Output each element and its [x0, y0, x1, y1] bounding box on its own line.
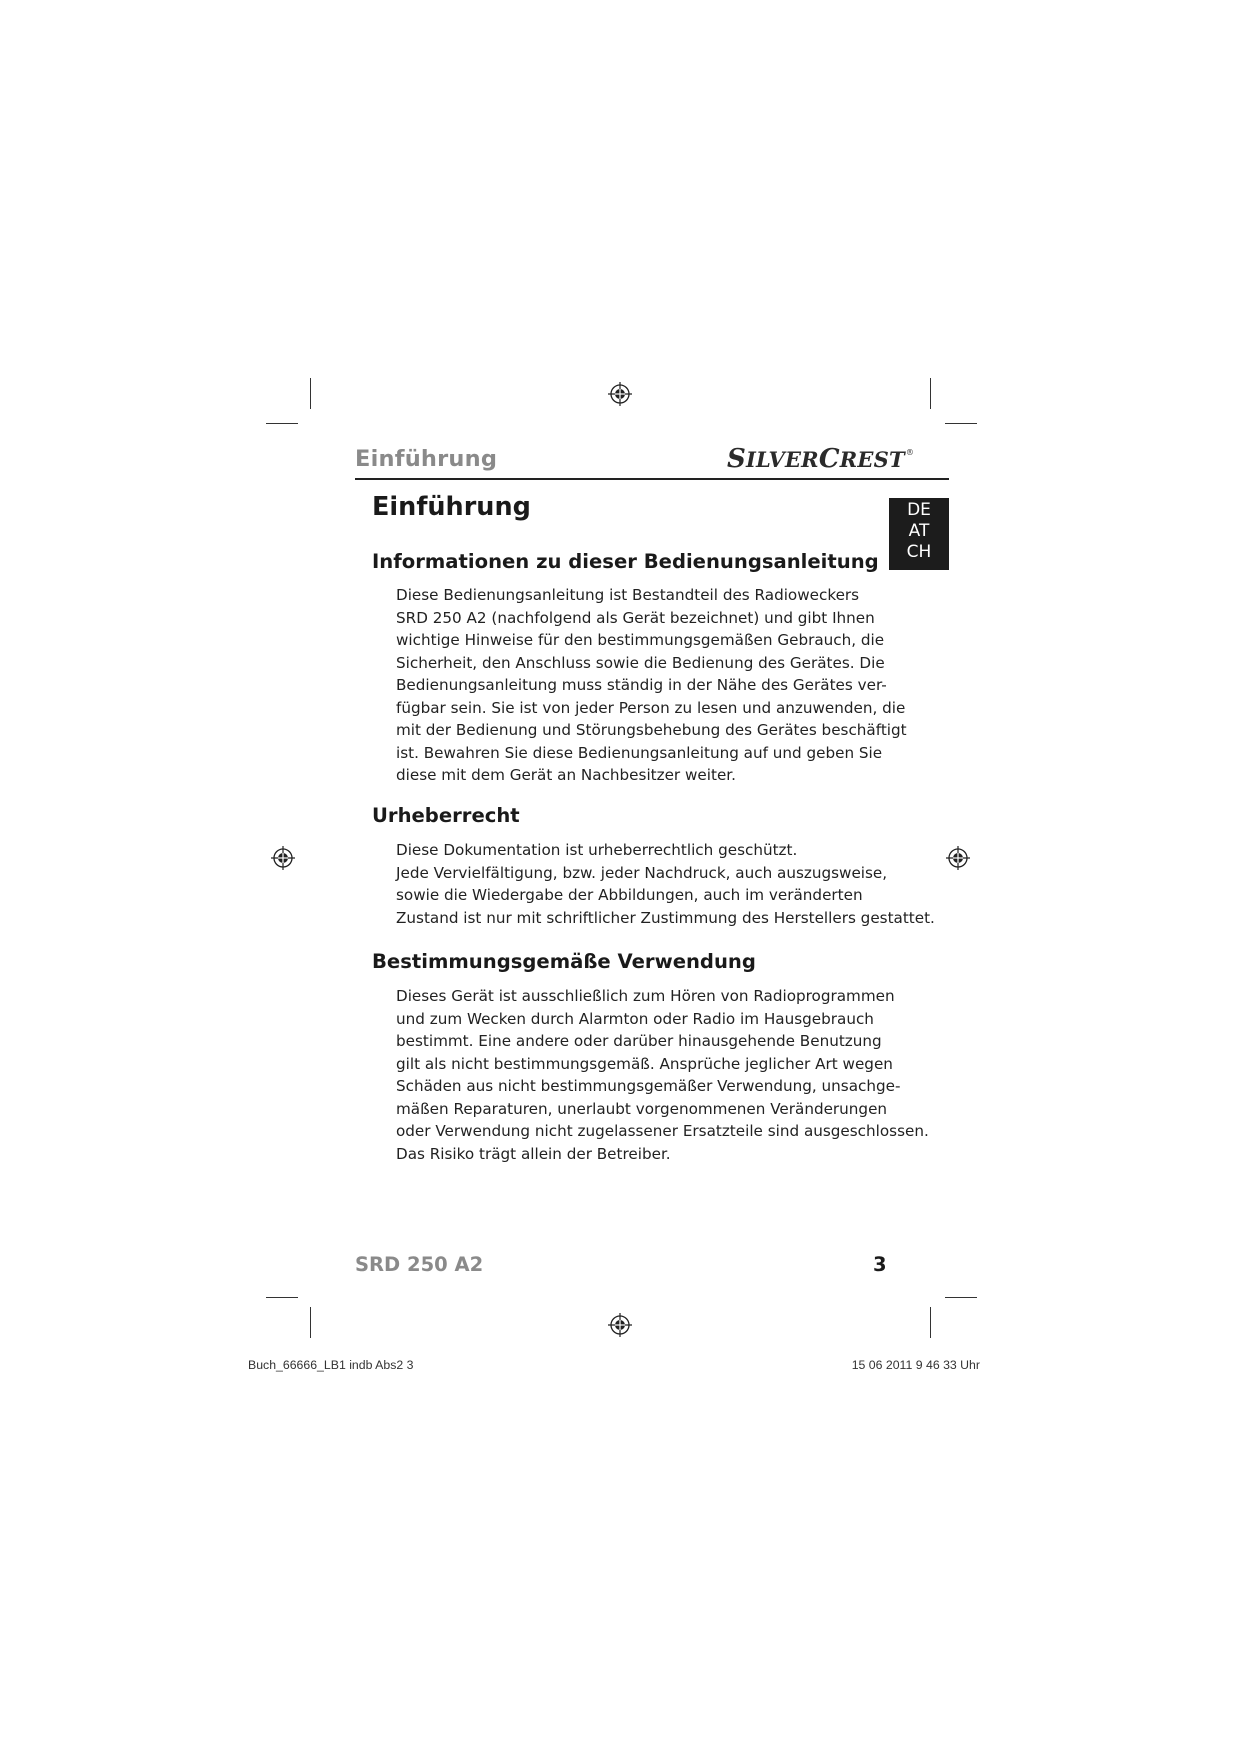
section-paragraph	[396, 839, 935, 929]
crop-mark	[945, 1297, 977, 1298]
crop-mark	[930, 378, 931, 409]
text-line: ist. Bewahren Sie diese Bedienungsanleitung auf und geben Sie	[396, 743, 883, 762]
registration-mark-icon	[270, 845, 296, 871]
brand-logo: SILVERCREST®	[727, 444, 915, 474]
crop-mark	[945, 423, 977, 424]
text-line: sowie die Wiedergabe der Abbildungen, auch im veränderten	[396, 886, 863, 904]
text-line: gilt als nicht bestimmungsgemäß. Ansprüche jeglicher Art wegen	[396, 1054, 893, 1073]
crop-mark	[310, 1307, 311, 1338]
crop-mark	[266, 423, 298, 424]
running-header-title: Einführung	[355, 446, 498, 472]
footer-model: SRD 250 A2	[355, 1253, 484, 1276]
text-line: SRD 250 A2 (nachfolgend als Gerät bezeichnet) und gibt Ihnen	[396, 608, 875, 627]
text-line: Zustand ist nur mit schriftlicher Zustimmung des Herstellers gestattet.	[396, 908, 935, 927]
header-rule	[355, 478, 949, 480]
crop-mark	[266, 1297, 298, 1298]
section-paragraph	[396, 584, 907, 787]
print-slug-file: Buch_66666_LB1 indb Abs2 3	[248, 1358, 414, 1372]
text-line: mit der Bedienung und Störungsbehebung des Gerätes beschäftigt	[396, 721, 907, 739]
text-line: Das Risiko trägt allein der Betreiber.	[396, 1144, 671, 1163]
text-line: Jede Vervielfältigung, bzw. jeder Nachdruck, auch auszugsweise,	[396, 863, 888, 882]
section-heading: Bestimmungsgemäße Verwendung	[372, 950, 756, 973]
text-line: Diese Bedienungsanleitung ist Bestandteil des Radioweckers	[396, 586, 860, 604]
section-heading: Informationen zu dieser Bedienungsanleitung	[372, 550, 879, 573]
language-code: AT	[908, 521, 930, 541]
registration-mark-icon	[607, 381, 633, 407]
text-line: fügbar sein. Sie ist von jeder Person zu lesen und anzuwenden, die	[396, 698, 906, 717]
crop-mark	[930, 1307, 931, 1338]
text-line: mäßen Reparaturen, unerlaubt vorgenommenen Veränderungen	[396, 1099, 888, 1118]
text-line: Schäden aus nicht bestimmungsgemäßer Verwendung, unsachge-	[396, 1077, 901, 1095]
page-number: 3	[873, 1253, 887, 1276]
text-line: oder Verwendung nicht zugelassener Ersatzteile sind ausgeschlossen.	[396, 1122, 929, 1140]
text-line: und zum Wecken durch Alarmton oder Radio im Hausgebrauch	[396, 1009, 874, 1028]
text-line: Bedienungsanleitung muss ständig in der Nähe des Gerätes ver-	[396, 676, 887, 694]
text-line: Diese Dokumentation ist urheberrechtlich geschützt.	[396, 841, 798, 859]
page-title: Einführung	[372, 492, 531, 522]
text-line: diese mit dem Gerät an Nachbesitzer weiter.	[396, 766, 736, 784]
registration-mark-icon	[607, 1312, 633, 1338]
text-line: Dieses Gerät ist ausschließlich zum Hören von Radioprogrammen	[396, 987, 895, 1005]
section-heading: Urheberrecht	[372, 804, 520, 827]
text-line: bestimmt. Eine andere oder darüber hinausgehende Benutzung	[396, 1032, 882, 1050]
text-line: Sicherheit, den Anschluss sowie die Bedienung des Gerätes. Die	[396, 653, 885, 672]
language-code: DE	[907, 500, 931, 520]
registration-mark-icon	[945, 845, 971, 871]
text-line: wichtige Hinweise für den bestimmungsgemäßen Gebrauch, die	[396, 631, 885, 649]
section-paragraph	[396, 985, 929, 1165]
language-code: CH	[906, 542, 932, 562]
crop-mark	[310, 378, 311, 409]
print-slug-timestamp: 15 06 2011 9 46 33 Uhr	[851, 1358, 980, 1372]
language-tab	[889, 498, 949, 570]
